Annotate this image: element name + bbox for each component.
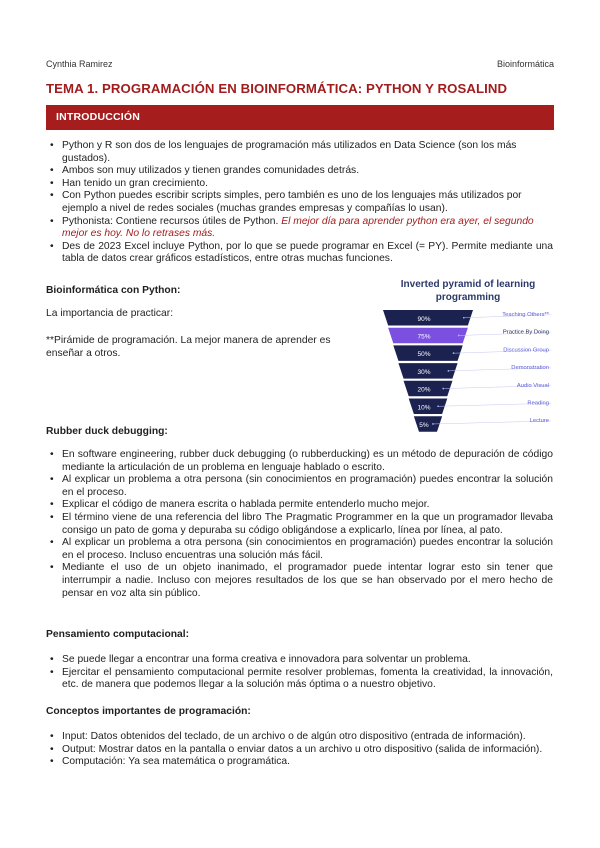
rubber-duck-heading: Rubber duck debugging:: [46, 426, 168, 437]
pythonista-lead: Pythonista: Contiene recursos útiles de Python.: [62, 215, 282, 227]
section-bar: [46, 105, 554, 130]
pyramid-connector-dot: [458, 335, 460, 337]
list-item: • Ambos son muy utilizados y tienen grandes comunidades detrás.: [50, 165, 553, 178]
list-item: • Se puede llegar a encontrar una forma creativa e innovadora para solventar un problema.: [50, 654, 553, 667]
intro-list: [50, 140, 553, 266]
pyramid-pct-label: 30%: [417, 368, 431, 376]
list-item: • Explicar el código de manera escrita o hablada permite entenderlo mucho mejor.: [50, 499, 553, 512]
pyramid-level-label: Practice By Doing: [502, 329, 549, 336]
header-subject: Bioinformática: [496, 59, 554, 69]
pythonista-quote: El mejor día para aprender python era ayer, el segundo mejor es hoy. No lo retrases más.: [62, 215, 534, 240]
pyramid-level-label: Discussion Group: [503, 347, 549, 354]
pyramid-connector-dot: [432, 423, 434, 425]
bio-python-p1: La importancia de practicar:: [46, 308, 174, 319]
pyramid-connector-dot: [448, 370, 450, 372]
list-item: • Al explicar un problema a otra persona (sin conocimientos en programación) puedes encontrar la solución en el proceso. Incluso encuentras una solución más fácil.: [50, 537, 553, 562]
pyramid-pct-label: 50%: [417, 351, 431, 359]
pyramid-pct-label: 90%: [417, 315, 431, 323]
pyramid-connector-dot: [463, 317, 465, 319]
computational-list: [50, 654, 553, 692]
pyramid-level-label: Audio Visual: [516, 382, 549, 389]
pyramid-pct-label: 20%: [417, 386, 431, 394]
list-item: • Output: Mostrar datos en la pantalla o enviar datos a un archivo u otro dispositivo (salida de información).: [50, 744, 553, 757]
list-item: • Han tenido un gran crecimiento.: [50, 178, 553, 191]
inverted-pyramid-figure: [383, 310, 555, 445]
pyramid-pct-label: 75%: [417, 333, 431, 341]
list-item: • Mediante el uso de un objeto inanimado, el programador puede intentar lograr esto sin tener que interrumpir a nadie. Incluso con mejores resultados de los que se han observado por el mero hecho de pensar en voz alta sin público.: [50, 562, 553, 600]
computational-heading: Pensamiento computacional:: [46, 629, 190, 640]
bio-python-heading: Bioinformática con Python:: [46, 285, 181, 296]
pyramid-level-label: Reading: [527, 400, 549, 407]
list-item: [50, 216, 553, 241]
section-title: INTRODUCCIÓN: [56, 111, 141, 123]
pyramid-level-label: Demonstration: [511, 365, 549, 372]
page-title: TEMA 1. PROGRAMACIÓN EN BIOINFORMÁTICA: PYTHON Y ROSALIND: [46, 81, 508, 96]
header-author: Cynthia Ramirez: [46, 59, 113, 69]
list-item: • Python y R son dos de los lenguajes de programación más utilizados en Data Science (son los más gustados).: [50, 140, 553, 165]
list-item: • El término viene de una referencia del libro The Pragmatic Programmer en la que un programador llevaba consigo un pato de goma y depuraba su código obligándose a explicarlo, línea por línea, al pato.: [50, 512, 553, 537]
pyramid-pct-label: 5%: [419, 421, 429, 429]
pyramid-title: Inverted pyramid of learning programming: [400, 279, 536, 303]
pyramid-pct-label: 10%: [417, 404, 431, 412]
list-item: • Computación: Ya sea matemática o programática.: [50, 756, 553, 769]
list-item: • Des de 2023 Excel incluye Python, por lo que se puede programar en Excel (= PY). Permite mediante una tabla de datos crear gráficos estadísticos, entre otras muchas funciones.: [50, 241, 553, 266]
list-item: • Ejercitar el pensamiento computacional permite resolver problemas, fomenta la creatividad, la innovación, etc. de manera que podemos llegar a la solución más óptima o a nuestro objetivo.: [50, 667, 553, 692]
list-item: • Con Python puedes escribir scripts simples, pero también es uno de los lenguajes más utilizados por ejemplo a nivel de redes sociales (muchas grandes empresas y compañías lo usan).: [50, 190, 553, 215]
pyramid-connector-dot: [453, 352, 455, 354]
pyramid-level-label: Teaching Others**: [502, 312, 549, 318]
list-item: • En software engineering, rubber duck debugging (o rubberducking) es un método de depuración de código mediante la articulación de un problema en lenguaje hablado o escrito.: [50, 449, 553, 474]
rubber-duck-list: [50, 449, 553, 600]
concepts-heading: Conceptos importantes de programación:: [46, 706, 251, 717]
list-item: • Input: Datos obtenidos del teclado, de un archivo o de algún otro dispositivo (entrada de información).: [50, 731, 553, 744]
pyramid-connector-dot: [442, 388, 444, 390]
concepts-list: [50, 731, 553, 769]
bio-python-p2: **Pirámide de programación. La mejor manera de aprender es enseñar a otros.: [46, 335, 331, 359]
pyramid-level-label: Lecture: [529, 418, 549, 425]
list-item: • Al explicar un problema a otra persona (sin conocimientos en programación) puedes encontrar la solución en el proceso.: [50, 474, 553, 499]
pyramid-connector-dot: [437, 405, 439, 407]
